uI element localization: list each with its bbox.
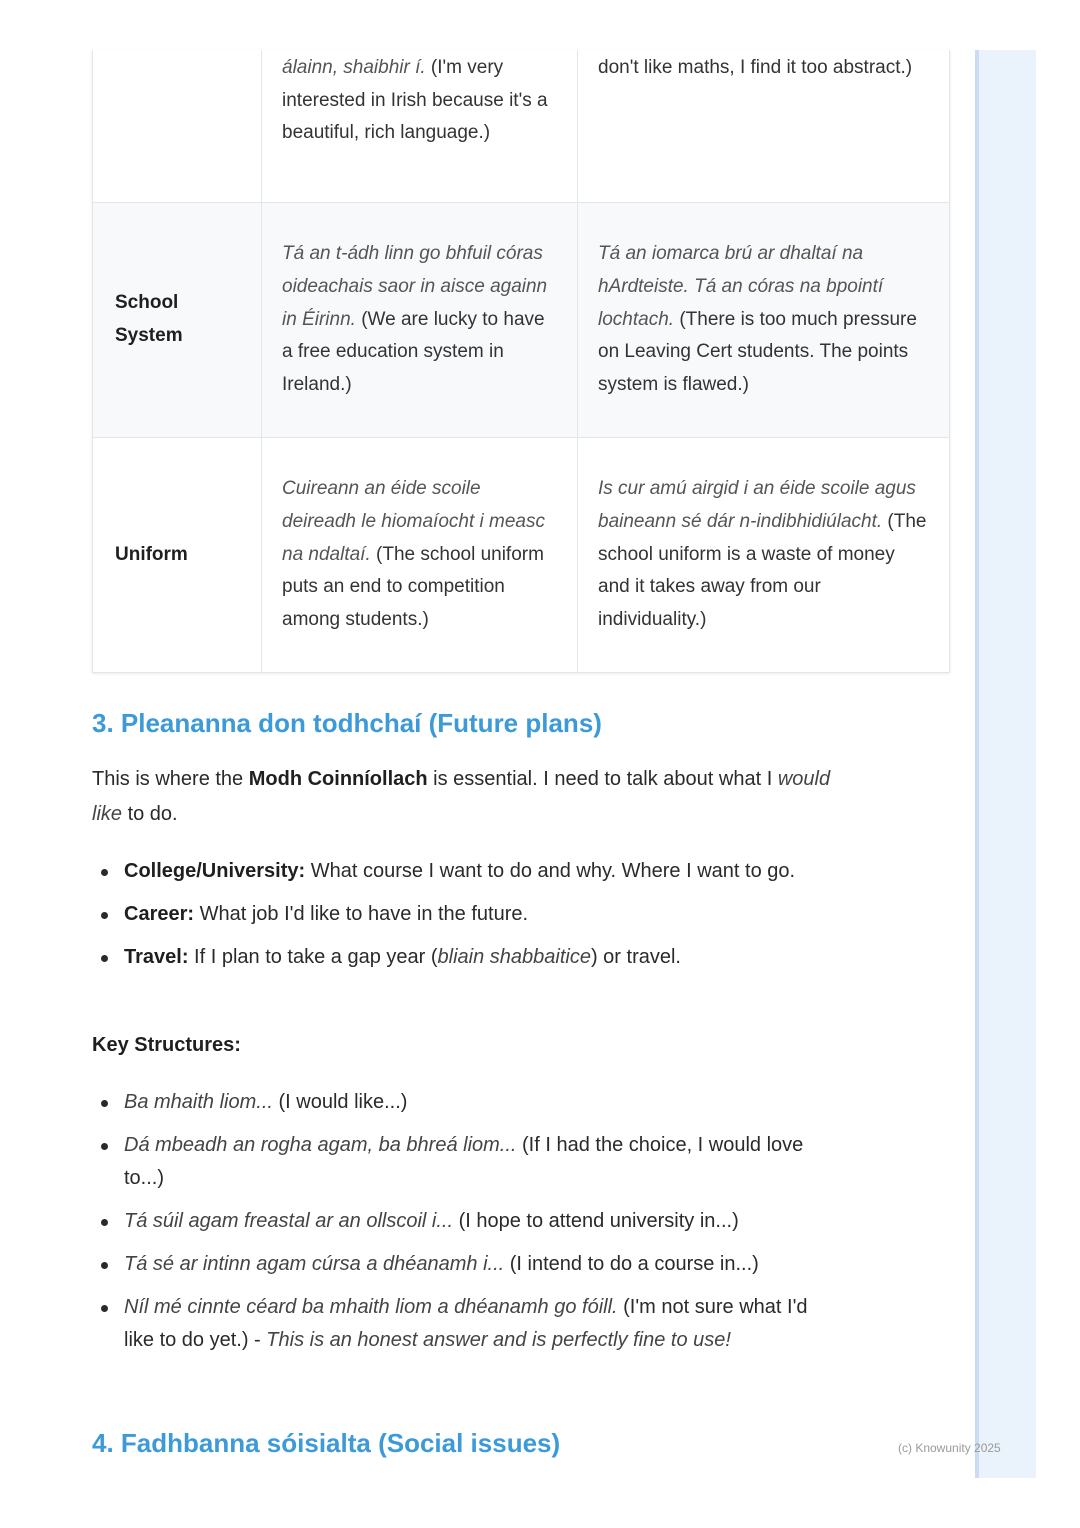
right-margin-panel	[975, 50, 1036, 1478]
irish-phrase: Ba mhaith liom...	[124, 1091, 273, 1113]
english-translation: (I hope to attend university in...)	[453, 1210, 739, 1232]
english-text: (I'm very interested in Irish because it's a beautiful, rich language.)	[282, 57, 548, 144]
english-text: don't like maths, I find it too abstract.)	[598, 57, 913, 78]
english-text: (We are lucky to have a free education system in Ireland.)	[282, 308, 545, 396]
bullet-icon	[101, 912, 108, 919]
negative-cell	[578, 50, 950, 203]
section-heading-future-plans: 3. Pleananna don todhchaí (Future plans)	[92, 708, 602, 738]
english-text: (The school uniform is a waste of money and it takes away from our individuality.)	[598, 510, 927, 631]
item-text: ) or travel.	[590, 946, 681, 968]
table-row	[93, 203, 950, 438]
positive-cell	[262, 203, 578, 438]
item-italic: bliain shabbaitice	[437, 946, 591, 968]
bullet-icon	[101, 1100, 108, 1107]
bullet-icon	[101, 1305, 108, 1312]
irish-text: Tá an t-ádh linn go bhfuil córas oideachais saor in aisce againn in Éirinn.	[282, 243, 548, 330]
intro-italic: would like	[92, 768, 831, 825]
negative-cell	[578, 438, 950, 673]
list-item	[92, 1205, 832, 1238]
english-translation: (I intend to do a course in...)	[504, 1253, 759, 1275]
table-row	[93, 50, 950, 203]
positive-cell	[262, 50, 578, 203]
irish-text: Tá an iomarca brú ar dhaltaí na hArdteiste. Tá an córas na bpointí lochtach.	[598, 243, 884, 330]
irish-phrase: Níl mé cinnte céard ba mhaith liom a dhéanamh go fóill.	[124, 1296, 618, 1318]
positive-cell	[262, 438, 578, 673]
irish-phrase: Tá súil agam freastal ar an ollscoil i...	[124, 1210, 454, 1232]
section-intro	[92, 762, 832, 832]
bullet-icon	[101, 869, 108, 876]
english-translation: (I'm not sure what I'd like to do yet.) -	[124, 1296, 808, 1351]
english-translation: (If I had the choice, I would love to...)	[124, 1134, 804, 1189]
irish-text: álainn, shaibhir í.	[282, 57, 426, 78]
row-label: Uniform	[93, 438, 262, 673]
english-text: (The school uniform puts an end to competition among students.)	[282, 543, 544, 631]
bullet-icon	[101, 1219, 108, 1226]
item-text: What job I'd like to have in the future.	[194, 903, 529, 925]
comparison-table	[92, 50, 950, 673]
item-lead: Travel:	[124, 946, 189, 968]
intro-text: is essential. I need to talk about what I	[427, 768, 778, 790]
structures-list	[92, 1086, 832, 1357]
irish-text: Is cur amú airgid i an éide scoile agus baineann sé dár n-indibhidiúlacht.	[598, 478, 916, 532]
note-italic: This is an honest answer and is perfectly fine to use!	[266, 1329, 731, 1351]
item-lead: College/University:	[124, 860, 306, 882]
topics-list	[92, 855, 832, 974]
list-item	[92, 941, 832, 974]
list-item	[92, 1248, 832, 1281]
irish-text: Cuireann an éide scoile deireadh le hiomaíocht i measc na ndaltaí.	[282, 478, 545, 565]
negative-cell	[578, 203, 950, 438]
item-text: What course I want to do and why. Where I want to go.	[305, 860, 796, 882]
section-heading-social-issues: 4. Fadhbanna sóisialta (Social issues)	[92, 1428, 561, 1458]
watermark: (c) Knowunity 2025	[898, 1441, 1001, 1455]
intro-text: to do.	[122, 803, 178, 825]
bullet-icon	[101, 955, 108, 962]
item-text: If I plan to take a gap year (	[188, 946, 438, 968]
row-label	[93, 50, 262, 203]
english-text: (There is too much pressure on Leaving Cert students. The points system is flawed.)	[598, 308, 917, 396]
list-item	[92, 855, 832, 888]
irish-phrase: Tá sé ar intinn agam cúrsa a dhéanamh i...	[124, 1253, 505, 1275]
intro-bold: Modh Coinníollach	[248, 768, 428, 790]
key-structures-title: Key Structures:	[92, 1034, 241, 1056]
list-item	[92, 898, 832, 931]
bullet-icon	[101, 1143, 108, 1150]
intro-text: This is where the	[92, 768, 249, 790]
bullet-icon	[101, 1262, 108, 1269]
list-item	[92, 1129, 832, 1195]
item-lead: Career:	[124, 903, 195, 925]
table-row	[93, 438, 950, 673]
row-label: School System	[93, 203, 262, 438]
english-translation: (I would like...)	[272, 1091, 408, 1113]
irish-phrase: Dá mbeadh an rogha agam, ba bhreá liom...	[124, 1134, 517, 1156]
list-item	[92, 1291, 832, 1357]
list-item	[92, 1086, 832, 1119]
